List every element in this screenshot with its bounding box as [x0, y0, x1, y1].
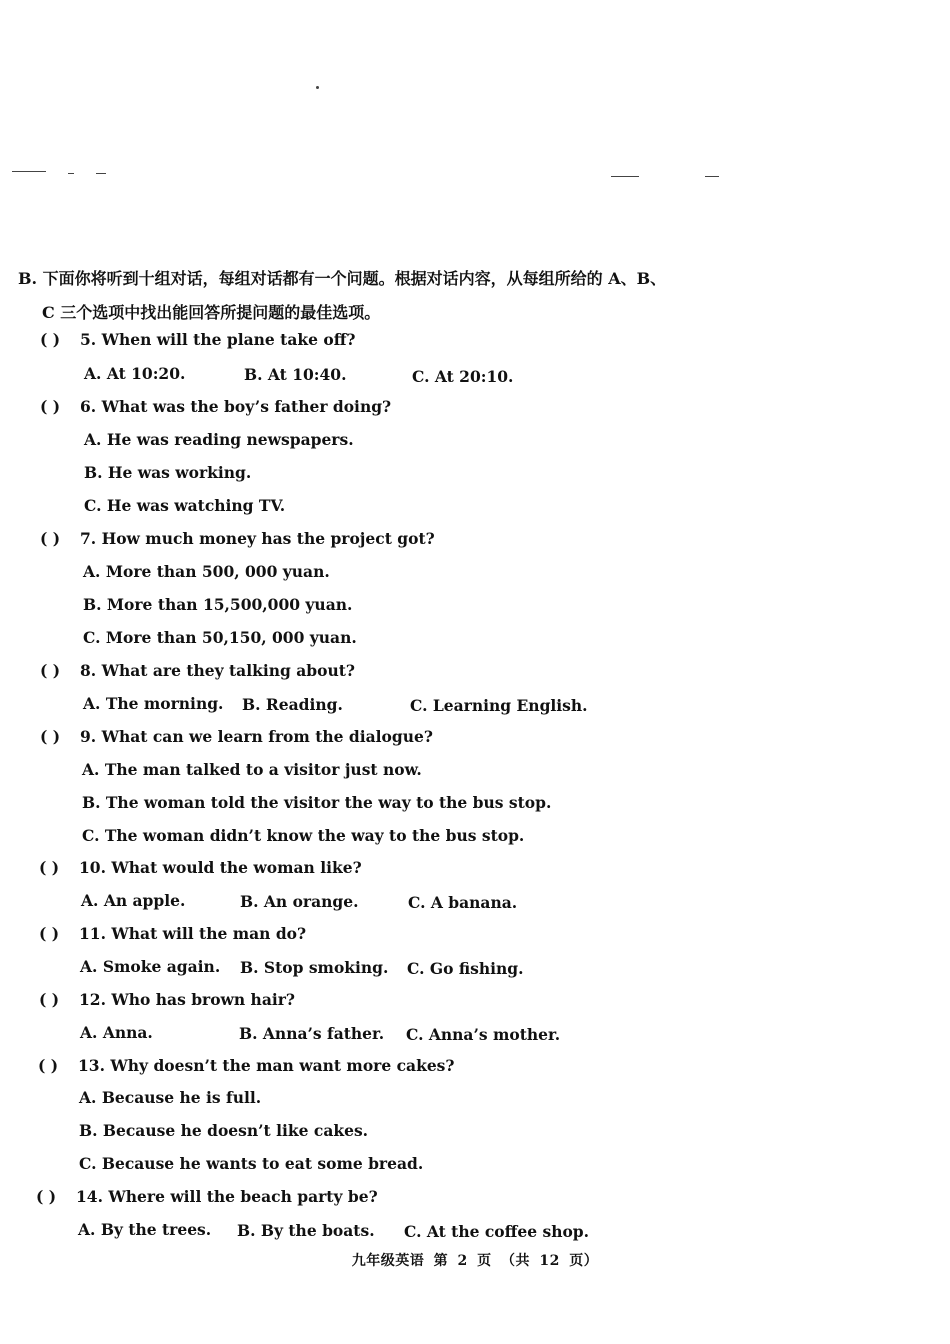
instruction-line-1: 下面你将听到十组对话，每组对话都有一个问题。根据对话内容，从每组所给的 A、B、 [42, 269, 667, 288]
option-a: A. He was reading newspapers. [84, 430, 354, 449]
option-b: B. Stop smoking. [240, 958, 389, 977]
option-a: A. More than 500, 000 yuan. [83, 562, 330, 581]
scan-line [611, 176, 639, 177]
option-c: C. Learning English. [410, 696, 588, 715]
scan-line [705, 176, 719, 177]
option-a: A. Anna. [80, 1023, 153, 1042]
scan-speck [316, 86, 319, 89]
option-b: B. Reading. [242, 695, 343, 714]
option-a: A. By the trees. [78, 1220, 212, 1239]
answer-blank[interactable]: ( ) [39, 990, 60, 1009]
question-5 [40, 330, 356, 349]
option-c: C. Anna’s mother. [406, 1025, 561, 1044]
answer-blank[interactable]: ( ) [40, 397, 61, 416]
option-b: B. The woman told the visitor the way to the bus stop. [82, 793, 552, 812]
question-text: 6. What was the boy’s father doing? [80, 397, 392, 416]
option-b: B. An orange. [240, 892, 359, 911]
scan-line [12, 171, 46, 172]
section-instruction [18, 262, 918, 330]
option-c: C. At the coffee shop. [404, 1222, 590, 1241]
question-text: 13. Why doesn’t the man want more cakes? [78, 1056, 455, 1075]
option-a: A. At 10:20. [84, 364, 186, 383]
instruction-line-2: C 三个选项中找出能回答所提问题的最佳选项。 [42, 303, 381, 322]
question-14 [36, 1187, 378, 1206]
question-text: 12. Who has brown hair? [79, 990, 296, 1009]
question-9 [40, 727, 433, 746]
question-13 [38, 1056, 455, 1075]
scan-line [68, 173, 74, 174]
option-a: A. The man talked to a visitor just now. [82, 760, 422, 779]
section-label: B. [18, 269, 38, 288]
footer-total-pages: 12 [539, 1253, 560, 1269]
question-10 [39, 858, 362, 877]
page-footer [0, 1250, 950, 1270]
option-b: B. More than 15,500,000 yuan. [83, 595, 353, 614]
option-b: B. By the boats. [237, 1221, 375, 1240]
option-c: C. More than 50,150, 000 yuan. [83, 628, 357, 647]
option-a: A. Because he is full. [79, 1088, 262, 1107]
footer-page-suffix: 页 [477, 1253, 492, 1269]
question-11 [39, 924, 306, 943]
option-b: B. He was working. [84, 463, 252, 482]
answer-blank[interactable]: ( ) [36, 1187, 57, 1206]
footer-subject: 九年级英语 [351, 1253, 425, 1269]
question-text: 11. What will the man do? [79, 924, 307, 943]
answer-blank[interactable]: ( ) [40, 330, 61, 349]
option-a: A. An apple. [81, 891, 186, 910]
option-c: C. Because he wants to eat some bread. [79, 1154, 424, 1173]
option-c: C. A banana. [408, 893, 518, 912]
answer-blank[interactable]: ( ) [40, 529, 61, 548]
option-c: C. He was watching TV. [84, 496, 286, 515]
option-c: C. The woman didn’t know the way to the bus stop. [82, 826, 525, 845]
answer-blank[interactable]: ( ) [40, 661, 61, 680]
question-text: 7. How much money has the project got? [80, 529, 435, 548]
option-a: A. The morning. [83, 694, 224, 713]
option-c: C. At 20:10. [412, 367, 514, 386]
question-text: 14. Where will the beach party be? [76, 1187, 378, 1206]
question-text: 10. What would the woman like? [79, 858, 362, 877]
question-6 [40, 397, 391, 416]
question-text: 8. What are they talking about? [80, 661, 355, 680]
footer-page-number: 2 [457, 1253, 468, 1269]
option-a: A. Smoke again. [80, 957, 221, 976]
footer-total-prefix: （共 [501, 1253, 530, 1269]
answer-blank[interactable]: ( ) [40, 727, 61, 746]
footer-page-prefix: 第 [433, 1253, 449, 1269]
question-text: 9. What can we learn from the dialogue? [80, 727, 433, 746]
answer-blank[interactable]: ( ) [38, 1056, 59, 1075]
question-12 [39, 990, 295, 1009]
option-b: B. Because he doesn’t like cakes. [79, 1121, 369, 1140]
option-c: C. Go fishing. [407, 959, 524, 978]
scan-line [96, 173, 106, 174]
question-7 [40, 529, 435, 548]
answer-blank[interactable]: ( ) [39, 858, 60, 877]
option-b: B. At 10:40. [244, 365, 347, 384]
question-8 [40, 661, 355, 680]
footer-total-suffix: 页） [569, 1253, 599, 1269]
answer-blank[interactable]: ( ) [39, 924, 60, 943]
option-b: B. Anna’s father. [239, 1024, 385, 1043]
question-text: 5. When will the plane take off? [80, 330, 356, 349]
